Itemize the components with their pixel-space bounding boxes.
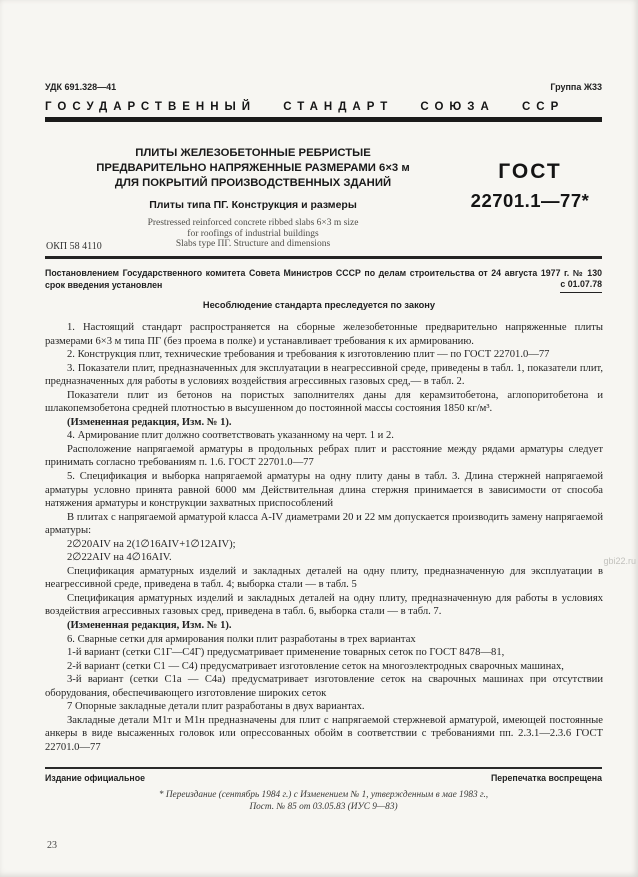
paragraph: 1. Настоящий стандарт распространяется на сборные железобетонные предварительно напряженные плиты размерами 6×3 м типа ПГ (без проема в полке) и устанавливает требования к их армированию. [45,322,603,347]
doc-title [58,146,448,191]
doc-subtitle: Плиты типа ПГ. Конструкция и размеры [149,199,357,211]
title-en-line: for roofings of industrial buildings [187,228,319,239]
paragraph: 6. Сварные сетки для армирования полки плит разработаны в трех вариантах [67,633,416,645]
paragraph: 2. Конструкция плит, технические требования и требования к изготовлению плит — по ГОСТ 22701.0—77 [67,349,550,361]
body-text [45,321,603,755]
law-notice: Несоблюдение стандарта преследуется по закону [202,300,436,310]
title-block [58,146,448,250]
paragraph: 1-й вариант (сетки С1Г—С4Г) предусматривает применение товарных сеток по ГОСТ 8478—81, [67,647,505,659]
title-line: ПРЕДВАРИТЕЛЬНО НАПРЯЖЕННЫЕ РАЗМЕРАМИ 6×3 м [96,162,410,174]
paragraph: 3. Показатели плит, предназначенных для эксплуатации в неагрессивной среде, приведены в табл. 1, показатели плит, предназначенных для работы в условиях воздействия агрессивных газовых сред,— в табл. 2. [45,362,603,388]
okp-code: ОКП 58 4110 [46,241,102,252]
title-line: ПЛИТЫ ЖЕЛЕЗОБЕТОННЫЕ РЕБРИСТЫЕ [135,147,371,159]
footnote-line-2: Пост. № 85 от 03.05.83 (ИУС 9—83) [249,802,398,812]
reprint-prohibited-label: Перепечатка воспрещена [490,773,602,783]
group-code: Группа Ж33 [550,82,602,92]
reissue-footnote [45,789,602,813]
paragraph: Расположение напрягаемой арматуры в продольных ребрах плит и расстояние между рядами арматуры следует принимать согласно требованиям п. 1.6. ГОСТ 22701.0—77 [45,443,603,469]
gost-number: 22701.1—77* [470,190,590,211]
paragraph: (Измененная редакция, Изм. № 1). [67,620,232,632]
divider-rule [45,256,602,259]
paragraph: Показатели плит из бетонов на пористых заполнителях даны для керамзитобетона, аглопоритобетона и шлакопемзобетона средней плотностью в высушенном до постоянной массы состояния 1850 кг/м³. [45,389,603,415]
official-edition-label: Издание официальное [45,773,145,783]
paragraph: 2∅22АIV на 4∅16АIV. [67,552,172,564]
paragraph: 7 Опорные закладные детали плит разработаны в двух вариантах. [67,701,365,713]
title-line: ДЛЯ ПОКРЫТИЙ ПРОИЗВОДСТВЕННЫХ ЗДАНИЙ [114,177,392,189]
title-en-line: Slabs type ПГ. Structure and dimensions [175,239,331,249]
paragraph: В плитах с напрягаемой арматурой класса А-IV диаметрами 20 и 22 мм допускается производить замену напрягаемой арматуры: [45,511,603,537]
decree-block [45,268,602,291]
state-standard-banner: ГОСУДАРСТВЕННЫЙ СТАНДАРТ СОЮЗА ССР [45,101,565,113]
document-header-row [45,82,602,92]
paragraph: 5. Спецификация и выборка напрягаемой арматуры на одну плиту даны в табл. 3. Длина стержней напрягаемой арматуры условно принята равной 6000 мм Действительная длина стержня принимается в зависимости от способа натяжения арматуры и конструкции захватных приспособлений [45,471,603,510]
gost-designation [452,160,608,212]
footnote-line-1: * Переиздание (сентябрь 1984 г.) с Изменением № 1, утвержденным в мае 1983 г., [158,790,489,800]
gost-label: ГОСТ [498,160,562,183]
effective-date: с 01.07.78 [560,279,602,293]
paragraph: 2∅20АIV на 2(1∅16АIV+1∅12АIV); [67,538,236,550]
paragraph: Спецификация арматурных изделий и закладных деталей на одну плиту, предназначенную для работы в условиях воздействия агрессивных газовых сред, приведена в табл. 6, выборка стали — в табл. 7. [45,592,603,618]
paragraph: 3-й вариант (сетки С1а — С4а) предусматривает изготовление сеток на сварочных машинах при отсутствии оборудования, обеспечивающего изготовление широких сеток [45,674,603,699]
footer-rule [45,767,602,769]
paragraph: (Измененная редакция, Изм. № 1). [67,416,232,428]
doc-title-english [58,218,448,250]
banner-rule [45,117,602,122]
footer-row [45,773,602,783]
watermark: gbi22.ru [603,556,636,566]
paragraph: Закладные детали М1т и М1н предназначены для плит с напрягаемой стержневой арматурой, имеющей постоянные анкеры в виде высаженных головок или опрессованных обойм в соответствии с требованиями пп. 2.3.1—2.3.6 ГОСТ 22701.0—77 [45,714,603,753]
paragraph: Спецификация арматурных изделий и закладных деталей на одну плиту, предназначенную для эксплуатации в неагрессивной среде, приведена в табл. 4; выборка стали — в табл. 5 [45,565,603,591]
page-number: 23 [47,840,57,851]
title-en-line: Prestressed reinforced concrete ribbed slabs 6×3 m size [147,218,359,228]
udk-code: УДК 691.328—41 [45,82,117,92]
decree-text: Постановлением Государственного комитета Совета Министров СССР по делам строительства от 24 августа 1977 г. № 130 срок введения установлен [45,268,602,290]
paragraph: 4. Армирование плит должно соответствовать указанному на черт. 1 и 2. [67,430,394,442]
paragraph: 2-й вариант (сетки С1 — С4) предусматривает изготовление сеток на многоэлектродных сварочных машинах, [67,660,564,672]
